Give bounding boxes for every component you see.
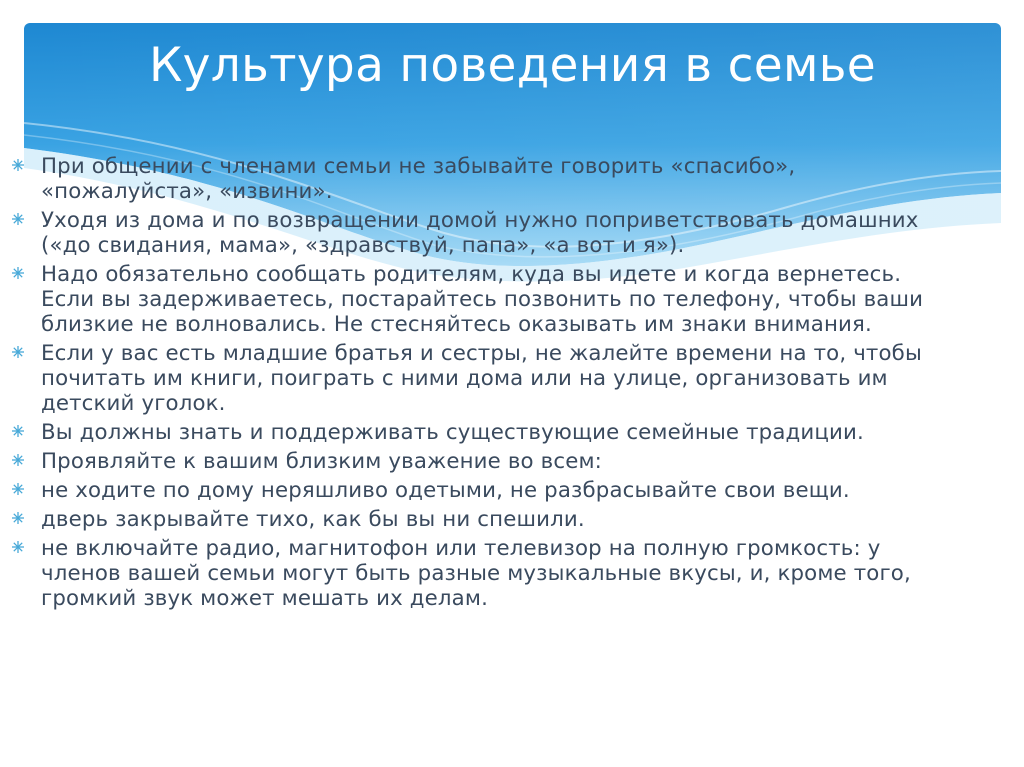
bullet-line: не ходите по дому неряшливо одетыми, не разбрасывайте свои вещи. — [41, 478, 850, 503]
bullet-line: не включайте радио, магнитофон или телевизор на полную громкость: у — [41, 536, 881, 561]
snowflake-icon — [12, 267, 24, 279]
list-item — [12, 507, 1012, 532]
snowflake-icon — [12, 512, 24, 524]
list-item — [12, 208, 1012, 258]
snowflake-icon — [12, 159, 24, 171]
snowflake-icon — [12, 346, 24, 358]
bullet-line: членов вашей семьи могут быть разные музыкальные вкусы, и, кроме того, — [41, 561, 911, 586]
bullet-line: почитать им книги, поиграть с ними дома или на улице, организовать им — [41, 366, 888, 391]
bullet-line: Уходя из дома и по возвращении домой нужно поприветствовать домашних — [41, 208, 919, 233]
bullet-line: Вы должны знать и поддерживать существующие семейные традиции. — [41, 420, 864, 445]
list-item — [12, 420, 1012, 445]
list-item — [12, 341, 1012, 416]
bullet-line: Если вы задерживаетесь, постарайтесь позвонить по телефону, чтобы ваши — [41, 287, 924, 312]
bullet-line: Надо обязательно сообщать родителям, куда вы идете и когда вернетесь. — [41, 262, 902, 287]
snowflake-icon — [12, 425, 24, 437]
bullet-line: Проявляйте к вашим близким уважение во всем: — [41, 449, 603, 474]
list-item — [12, 154, 1012, 204]
snowflake-icon — [12, 454, 24, 466]
bullet-list — [12, 154, 1012, 615]
bullet-line: («до свидания, мама», «здравствуй, папа», «а вот и я»). — [41, 233, 685, 258]
list-item — [12, 478, 1012, 503]
bullet-line: «пожалуйста», «извини». — [41, 179, 333, 204]
bullet-line: детский уголок. — [41, 391, 226, 416]
list-item — [12, 262, 1012, 337]
snowflake-icon — [12, 213, 24, 225]
bullet-line: При общении с членами семьи не забывайте говорить «спасибо», — [41, 154, 796, 179]
slide-title: Культура поведения в семье — [149, 38, 876, 93]
list-item — [12, 536, 1012, 611]
list-item — [12, 449, 1012, 474]
bullet-line: близкие не волновались. Не стесняйтесь оказывать им знаки внимания. — [41, 312, 872, 337]
snowflake-icon — [12, 483, 24, 495]
bullet-line: Если у вас есть младшие братья и сестры, не жалейте времени на то, чтобы — [41, 341, 922, 366]
bullet-line: громкий звук может мешать их делам. — [41, 586, 489, 611]
snowflake-icon — [12, 541, 24, 553]
bullet-line: дверь закрывайте тихо, как бы вы ни спешили. — [41, 507, 585, 532]
